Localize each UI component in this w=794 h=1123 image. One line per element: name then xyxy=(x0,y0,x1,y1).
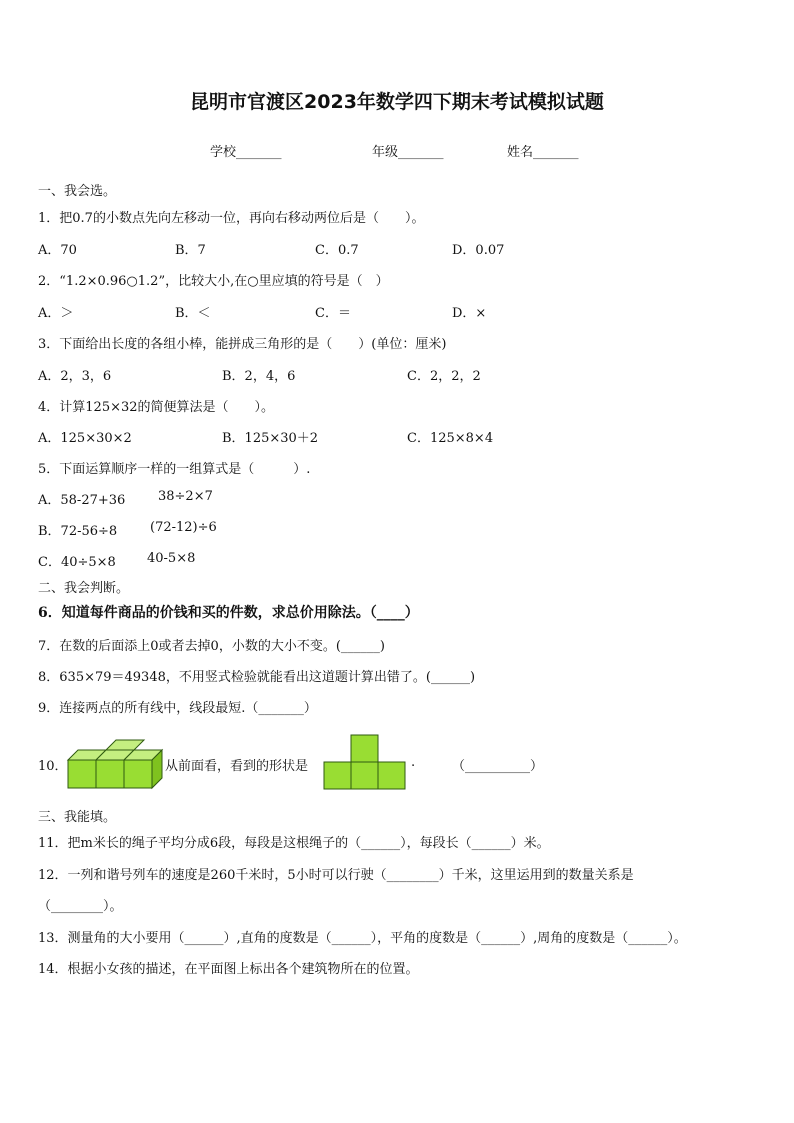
q5-option-b-second: (72-12)÷6 xyxy=(150,520,217,535)
q4-option-a: A．125×30×2 xyxy=(38,431,132,446)
question-13: 13．测量角的大小要用（______）,直角的度数是（______），平角的度数是（______）,周角的度数是（______）。 xyxy=(38,931,687,946)
q5-option-a: A．58-27+36 xyxy=(38,493,126,508)
q5-option-c: C．40÷5×8 xyxy=(38,555,116,570)
question-12: 12．一列和谐号列车的速度是260千米时，5小时可以行驶（________）千米，这里运用到的数量关系是 xyxy=(38,868,634,883)
q4-option-b: B．125×30＋2 xyxy=(222,431,319,446)
question-12-continued: （________）。 xyxy=(38,899,123,914)
q5-option-b: B．72-56÷8 xyxy=(38,524,118,539)
question-4: 4．计算125×32的简便算法是（ ）。 xyxy=(38,400,275,415)
question-1: 1．把0.7的小数点先向左移动一位，再向右移动两位后是（ ）。 xyxy=(38,211,425,226)
q3-option-b: B．2，4，6 xyxy=(222,369,296,384)
question-9: 9．连接两点的所有线中，线段最短.（_______） xyxy=(38,701,317,716)
q2-option-b: B．＜ xyxy=(175,306,211,321)
section-3-heading: 三、我能填。 xyxy=(38,810,117,825)
question-10-period: . xyxy=(411,755,416,770)
q2-option-a: A．＞ xyxy=(38,306,74,321)
q1-option-d: D．0.07 xyxy=(452,243,505,258)
question-11: 11．把m米长的绳子平均分成6段，每段是这根绳子的（______），每段长（______）米。 xyxy=(38,836,550,851)
section-2-heading: 二、我会判断。 xyxy=(38,581,130,596)
question-5: 5．下面运算顺序一样的一组算式是（ ）. xyxy=(38,462,311,477)
question-3: 3．下面给出长度的各组小棒，能拼成三角形的是（ ）(单位：厘米) xyxy=(38,337,447,352)
question-6: 6．知道每件商品的价钱和买的件数，求总价用除法。（____） xyxy=(38,605,419,621)
question-8: 8．635×79＝49348，不用竖式检验就能看出这道题计算出错了。(______) xyxy=(38,670,476,685)
q2-option-c: C．＝ xyxy=(315,306,351,321)
question-10-answer-blank: （__________） xyxy=(452,759,544,774)
q1-option-a: A．70 xyxy=(38,243,77,258)
section-1-heading: 一、我会选。 xyxy=(38,184,117,199)
q5-option-c-second: 40-5×8 xyxy=(147,551,196,566)
q3-option-c: C．2，2，2 xyxy=(407,369,481,384)
name-field: 姓名_______ xyxy=(507,145,579,160)
grade-field: 年级_______ xyxy=(372,145,444,160)
school-field: 学校_______ xyxy=(210,145,282,160)
question-10-number: 10． xyxy=(38,759,68,774)
q1-option-c: C．0.7 xyxy=(315,243,359,258)
q3-option-a: A．2，3，6 xyxy=(38,369,112,384)
page-title: 昆明市官渡区2023年数学四下期末考试模拟试题 xyxy=(190,91,604,113)
q5-option-a-second: 38÷2×7 xyxy=(158,489,213,504)
cube-stack-figure xyxy=(66,738,164,790)
question-10-text: 从前面看，看到的形状是 xyxy=(165,759,309,774)
q2-option-d: D．× xyxy=(452,306,487,321)
front-view-figure xyxy=(323,734,407,790)
question-7: 7．在数的后面添上0或者去掉0，小数的大小不变。(______) xyxy=(38,639,385,654)
question-2: 2．“1.2×0.96○1.2”，比较大小,在○里应填的符号是（ ） xyxy=(38,274,389,289)
q1-option-b: B．7 xyxy=(175,243,206,258)
question-14: 14．根据小女孩的描述，在平面图上标出各个建筑物所在的位置。 xyxy=(38,962,419,977)
q4-option-c: C．125×8×4 xyxy=(407,431,494,446)
